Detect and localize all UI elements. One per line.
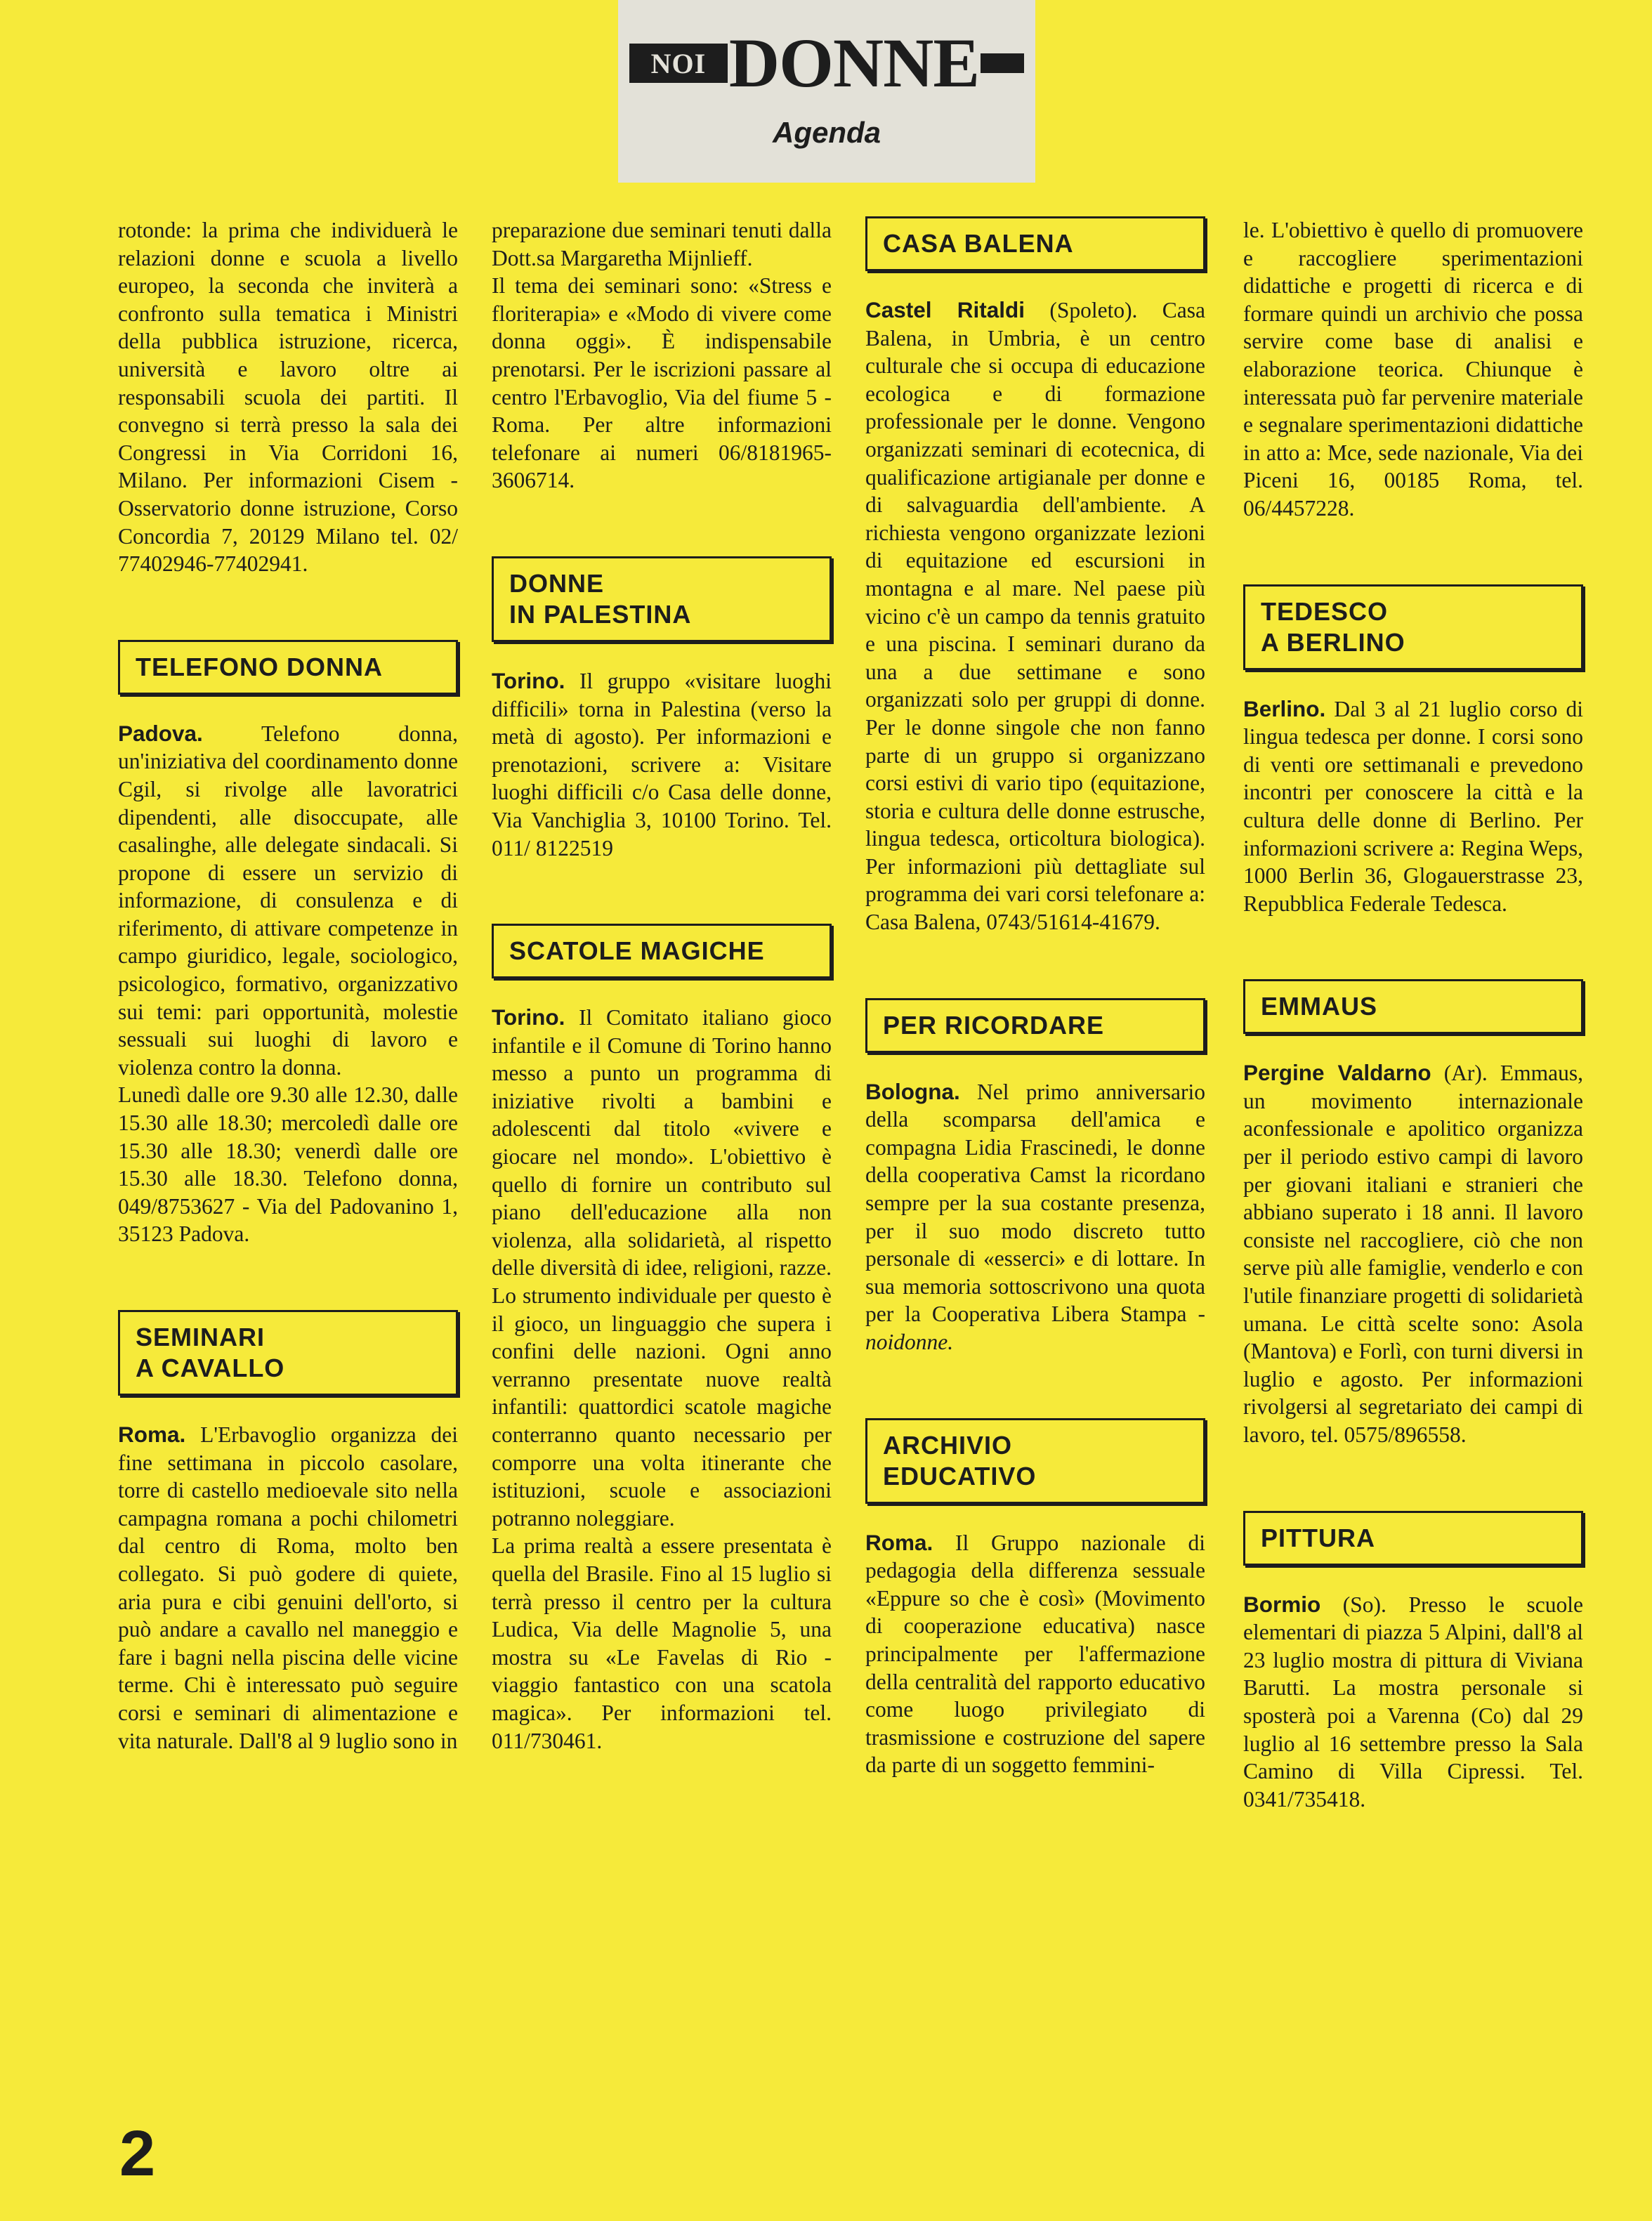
heading-pittura: PITTURA	[1243, 1511, 1583, 1566]
heading-emmaus: EMMAUS	[1243, 979, 1583, 1034]
article-tedesco-text: Dal 3 al 21 luglio corso di lingua tedesca per donne. I corsi sono di venti ore settimanali e prevedono incontri per conoscere la città e la cultura delle donne di Berlino. Per informazioni scrivere a: Regina Weps, 1000 Berlin 36, Glogauerstrasse 23, Repubblica Federale Tedesca.	[1243, 696, 1584, 916]
article-archivio-text: Il Gruppo nazionale di pedagogia della differenza sessuale «Eppure so che è così» (Movimento di cooperazione educativa) nasce principalmente per l'affermazione della centralità del rapporto educativo come luogo privilegiato di trasmissione e costruzione del sapere da parte di un soggetto femmini-	[865, 1530, 1205, 1778]
article-tedesco-body	[1243, 695, 1583, 918]
heading-donne-in-palestina	[492, 556, 832, 642]
heading-line: SEMINARI	[136, 1323, 266, 1351]
article-scatole-body	[492, 1004, 832, 1532]
location-padova: Padova.	[118, 720, 203, 746]
masthead-title: DONNE	[728, 24, 980, 102]
heading-line: IN PALESTINA	[509, 599, 692, 629]
article-scatole-body2: La prima realtà a essere presentata è quella del Brasile. Fino al 15 luglio si terrà presso il centro per la cultura Ludica, Via delle Magnolie 5, una mostra su «Le Favelas di Rio - viaggio fantastico con una scatola magica». Per informazioni tel. 011/730461.	[492, 1533, 832, 1753]
heading-tedesco-a-berlino	[1243, 584, 1583, 670]
article-emmaus-body	[1243, 1059, 1583, 1448]
article-palestina-text: Il gruppo «visitare luoghi difficili» torna in Palestina (verso la metà di agosto). Per informazioni e prenotazioni, scrivere a: Visitare luoghi difficili c/o Casa delle donne, Via Vanchiglia 3, 10100 Torino. Tel. 011/ 8122519	[492, 668, 832, 860]
column-2	[492, 216, 832, 1755]
article-seminari-body	[118, 1421, 458, 1755]
location-roma: Roma.	[118, 1422, 186, 1447]
article-palestina-body	[492, 667, 832, 862]
article-telefono-hours: Lunedì dalle ore 9.30 alle 12.30, dalle 15.30 alle 18.30; mercoledì dalle ore 15.30 alle 18.30; venerdì dalle ore 15.30 alle 18.30. Telefono donna, 049/8753627 - Via del Padovanino 1, 35123 Padova.	[118, 1082, 458, 1247]
heading-line: DONNE	[509, 568, 605, 598]
heading-per-ricordare: PER RICORDARE	[865, 998, 1205, 1053]
masthead	[618, 0, 1035, 183]
location-pergine-valdarno: Pergine Valdarno	[1243, 1060, 1431, 1086]
location-castel-ritaldi: Castel Ritaldi	[865, 297, 1025, 322]
heading-line: A CAVALLO	[136, 1354, 285, 1382]
article-ricordare-text: Nel primo anniversario della scomparsa dell'amica e compagna Lidia Frascinedi, le donne della cooperativa Camst la ricordano sempre per la sua costante presenza, per il suo modo discreto tutto personale di «esserci» e di lottare. In sua memoria sottoscrivono una quota per la Cooperativa Libera Stampa -	[865, 1079, 1205, 1327]
location-torino: Torino.	[492, 1004, 565, 1030]
article-balena-body	[865, 296, 1205, 936]
heading-archivio-educativo	[865, 1418, 1205, 1504]
masthead-subtitle: Agenda	[772, 116, 881, 149]
article-archivio-body	[865, 1529, 1205, 1779]
article-balena-text: (Spoleto). Casa Balena, in Umbria, è un centro culturale che si occupa di educazione ecologica e di formazione professionale per le donne. Vengono organizzati seminari di ecotecnica, di qualificazione artigianale per donne e di salvaguardia dell'ambiente. A richiesta vengono organizzate lezioni di equitazione ed escursioni in montagna e al mare. Nel paese più vicino c'è un campo da tennis gratuito e una piscina. I seminari durano da una a due settimane e sono organizzati solo per gruppi di donne. Per le donne singole che non fanno parte di un gruppo si organizzano corsi estivi di vario tipo (equitazione, storia e cultura delle donne estrusche, lingua tedesca, orticoltura biologica). Per informazioni più dettagliate sul programma dei vari corsi telefonare a: Casa Balena, 0743/51614-41679.	[865, 298, 1205, 935]
column-3	[865, 216, 1205, 1779]
heading-telefono-donna: TELEFONO DONNA	[118, 640, 458, 695]
col1-intro: rotonde: la prima che individuerà le relazioni donne e scuola a livello europeo, la seconda che inviterà a confronto sulla tematica i Ministri della pubblica istruzione, ricerca, università e lavoro oltre ai responsabili scuola dei partiti. Il convegno si terrà presso la sala dei Congressi in Via Corridoni 16, Milano. Per informazioni Cisem - Osservatorio donne istruzione, Corso Concordia 7, 20129 Milano tel. 02/ 77402946-77402941.	[118, 218, 458, 577]
masthead-logo	[618, 24, 1035, 102]
column-4	[1243, 216, 1583, 1813]
location-bormio: Bormio	[1243, 1591, 1321, 1617]
location-torino: Torino.	[492, 667, 565, 693]
col4-intro: le. L'obiettivo è quello di promuovere e raccogliere sperimentazioni didattiche e progetti di ricerca e di formare quindi un archivio che possa servire come base di analisi e elaborazione teorica. Chiunque è interessata può far pervenire materiale e segnalare sperimentazioni didattiche in atto a: Mce, sede nazionale, Via dei Piceni 16, 00185 Roma, tel. 06/4457228.	[1243, 218, 1583, 520]
article-scatole-text: Il Comitato italiano gioco infantile e il Comune di Torino hanno messo a punto un programma di iniziative rivolti a bambini e adolescenti dal titolo «vivere e giocare nel mondo». L'obiettivo è quello di fornire un contributo sul piano dell'educazione alla non violenza, alla solidarietà, al rispetto delle diversità di idee, religioni, razze. Lo strumento individuale per questo è il gioco, un linguaggio che supera i confini delle nazioni. Ogni anno verranno presentate nuove realtà infantili: quattordici scatole magiche conterranno quanto necessario per comporre una volta itinerante che istituzioni, scuole e associazioni potranno noleggiare.	[492, 1005, 832, 1531]
location-bologna: Bologna.	[865, 1078, 960, 1104]
masthead-prefix: NOI	[629, 44, 728, 83]
masthead-bar	[981, 53, 1024, 73]
location-berlino: Berlino.	[1243, 695, 1326, 721]
article-ricordare-signature: noidonne.	[865, 1330, 954, 1354]
article-seminari-text: L'Erbavoglio organizza dei fine settimana in piccolo casolare, torre di castello medioevale sito nella campagna romana a pochi chilometri dal centro di Roma, molto ben collegato. Si può godere di quiete, aria pura e cibi genuini dell'orto, si può andare a cavallo nel maneggio e fare i bagni nella piscina delle vicine terme. Chi è interessato può seguire corsi e seminari di alimentazione e vita naturale. Dall'8 al 9 luglio sono in	[118, 1422, 459, 1753]
page-number: 2	[119, 2118, 156, 2189]
col2-intro: preparazione due seminari tenuti dalla Dott.sa Margaretha Mijnlieff.	[492, 218, 832, 270]
heading-scatole-magiche: SCATOLE MAGICHE	[492, 924, 832, 978]
article-pittura-text: (So). Presso le scuole elementari di piazza 5 Alpini, dall'8 al 23 luglio mostra di pittura di Viviana Barutti. La mostra personale si sposterà poi a Varenna (Co) dal 29 luglio al 16 settembre presso la Sala Camino di Villa Cipressi. Tel. 0341/735418.	[1243, 1592, 1583, 1811]
heading-line: ARCHIVIO	[883, 1430, 1013, 1460]
location-roma: Roma.	[865, 1529, 933, 1555]
article-telefono-body	[118, 720, 458, 1082]
col2-intro2: Il tema dei seminari sono: «Stress e floriterapia» e «Modo di vivere come donna oggi». È indispensabile prenotarsi. Per le iscrizioni passare al centro l'Erbavoglio, Via del fiume 5 - Roma. Per altre informazioni telefonare ai numeri 06/8181965-3606714.	[492, 273, 832, 493]
article-ricordare-body	[865, 1078, 1205, 1356]
article-emmaus-text: (Ar). Emmaus, un movimento internazionale aconfessionale e apolitico organizza per il periodo estivo campi di lavoro per giovani italiani e stranieri che abbiano superato i 18 anni. Il lavoro consiste nel raccogliere, ciò che non serve più alle famiglie, venderlo e con l'utile finanziare progetti di solidarietà umana. Le città scelte sono: Asola (Mantova) e Forlì, con turni diversi in luglio e agosto. Per informazioni rivolgersi al segretariato dei campi di lavoro, tel. 0575/896558.	[1243, 1061, 1583, 1447]
heading-line: EDUCATIVO	[883, 1461, 1037, 1491]
heading-line: TEDESCO	[1261, 596, 1389, 626]
heading-line: A BERLINO	[1261, 627, 1405, 657]
article-pittura-body	[1243, 1591, 1583, 1814]
article-telefono-text: Telefono donna, un'iniziativa del coordinamento donne Cgil, si rivolge alle lavoratrici dipendenti, alle disoccupate, alle casalinghe, alle delegate sindacali. Si propone di essere un servizio di informazione, di consulenza e di riferimento, di attivare competenze in campo giuridico, legale, sociologico, psicologico, formativo, organizzativo sui temi: pari opportunità, molestie sessuali sui luoghi di lavoro e violenza contro la donna.	[118, 721, 459, 1080]
heading-seminari-a-cavallo	[118, 1310, 458, 1396]
heading-casa-balena: CASA BALENA	[865, 216, 1205, 271]
column-1	[118, 216, 458, 1755]
